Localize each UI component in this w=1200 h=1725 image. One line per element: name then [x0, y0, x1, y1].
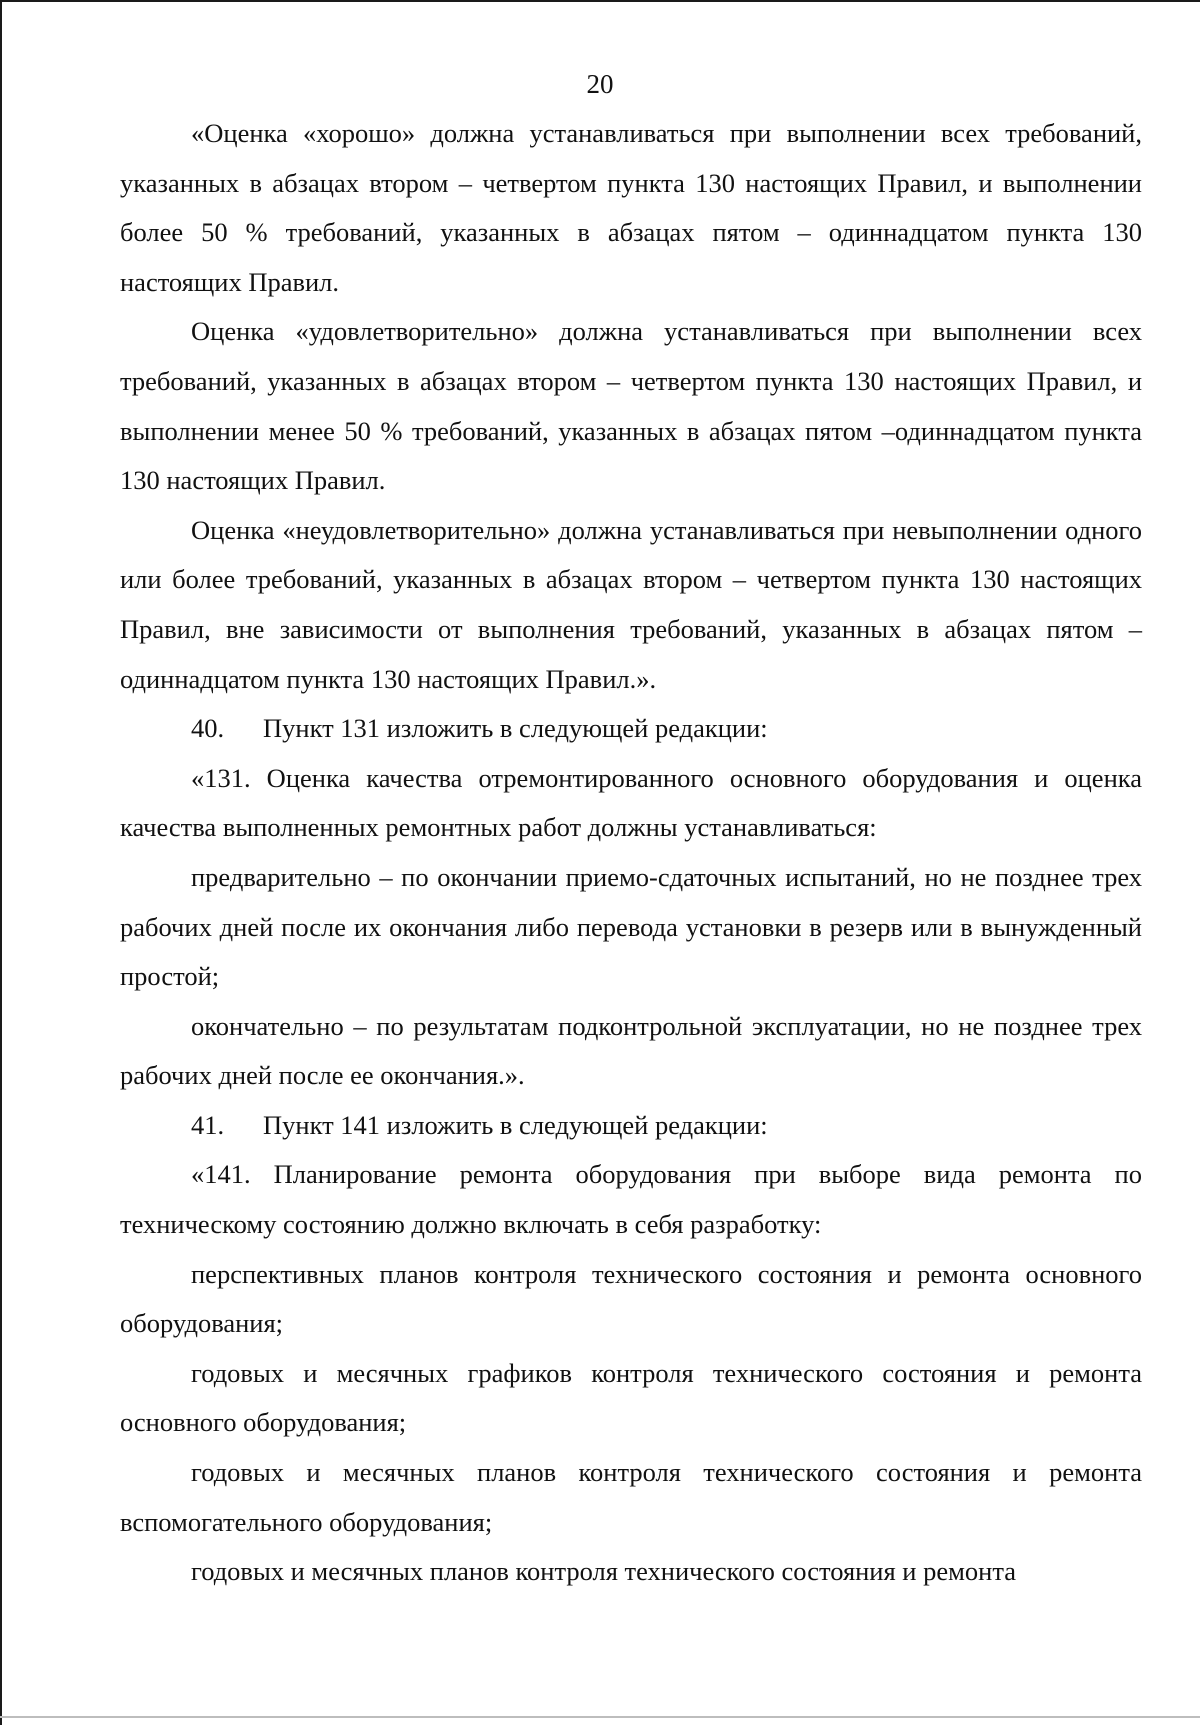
- item-41: [120, 1101, 1142, 1151]
- item-number: 41.: [191, 1109, 225, 1140]
- paragraph-141-continued: годовых и месячных планов контроля технического состояния и ремонта: [191, 1556, 1016, 1587]
- page-bottom-edge: [0, 1716, 1200, 1718]
- item-text: Пункт 141 изложить в следующей редакции:: [263, 1109, 768, 1140]
- paragraph-141-intro: «141. Планирование ремонта оборудования при выборе вида ремонта по техническому состоянию должно включать в себя разработку:: [120, 1159, 1142, 1240]
- paragraph-131-final: окончательно – по результатам подконтрольной эксплуатации, но не позднее трех рабочих дней после ее окончания.».: [120, 1010, 1142, 1091]
- document-body: [120, 109, 1142, 1597]
- paragraph-grade-good: «Оценка «хорошо» должна устанавливаться при выполнении всех требований, указанных в абзацах втором – четвертом пункта 130 настоящих Правил, и выполнении более 50 % требований, указанных в абзацах пятом – одиннадцатом пункта 130 настоящих Правил.: [120, 118, 1142, 297]
- paragraph-131-intro: «131. Оценка качества отремонтированного основного оборудования и оценка качества выполненных ремонтных работ должны устанавливаться:: [120, 762, 1142, 843]
- paragraph-141-aux-plans: годовых и месячных планов контроля технического состояния и ремонта вспомогательного оборудования;: [120, 1457, 1142, 1537]
- page-number: 20: [586, 69, 614, 99]
- item-40: [120, 704, 1142, 754]
- paragraph-141-perspective-plans: перспективных планов контроля технического состояния и ремонта основного оборудования;: [120, 1258, 1142, 1339]
- item-number: 40.: [191, 713, 225, 744]
- paragraph-grade-unsatisfactory: Оценка «неудовлетворительно» должна устанавливаться при невыполнении одного или более требований, указанных в абзацах втором – четвертом пункта 130 настоящих Правил, вне зависимости от выполнения требований, указанных в абзацах пятом – одиннадцатом пункта 130 настоящих Правил.».: [120, 514, 1142, 694]
- paragraph-141-main-schedules: годовых и месячных графиков контроля технического состояния и ремонта основного оборудования;: [120, 1357, 1142, 1438]
- item-text: Пункт 131 изложить в следующей редакции:: [263, 713, 768, 744]
- paragraph-grade-satisfactory: Оценка «удовлетворительно» должна устанавливаться при выполнении всех требований, указанных в абзацах втором – четвертом пункта 130 настоящих Правил, и выполнении менее 50 % требований, указанных в абзацах пятом –одиннадцатом пункта 130 настоящих Правил.: [120, 316, 1142, 496]
- paragraph-131-preliminary: предварительно – по окончании приемо-сдаточных испытаний, но не позднее трех рабочих дней после их окончания либо перевода установки в резерв или в вынужденный простой;: [120, 861, 1142, 992]
